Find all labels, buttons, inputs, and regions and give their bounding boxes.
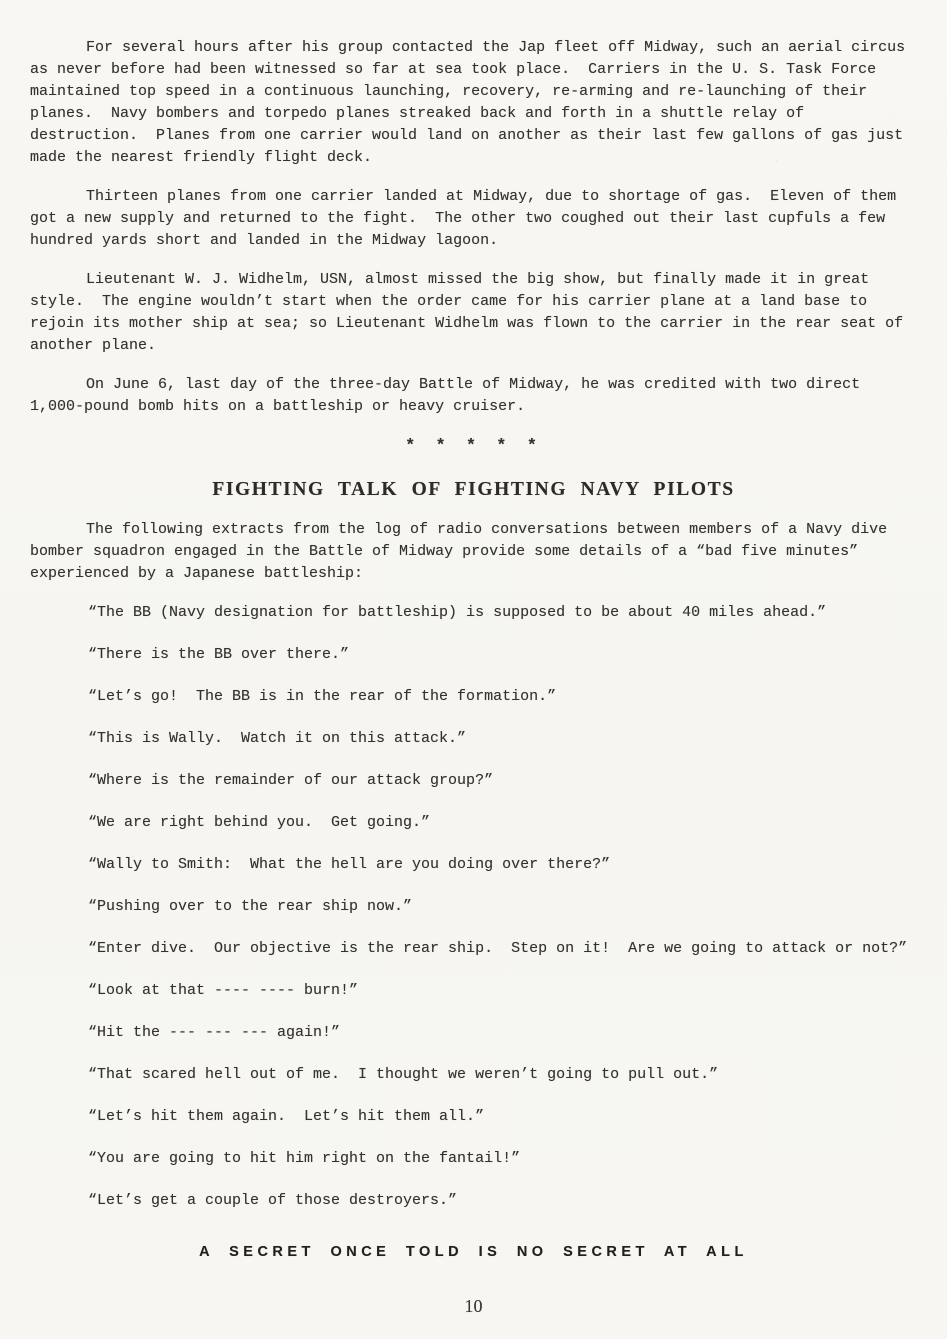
footer-motto: A SECRET ONCE TOLD IS NO SECRET AT ALL bbox=[199, 1244, 748, 1260]
radio-quote: “Look at that ---- ---- burn!” bbox=[88, 982, 359, 999]
paragraph-aerial-circus: For several hours after his group contacted the Jap fleet off Midway, such an aerial circus as never before had been witnessed so far at sea took place. Carriers in the U. S. Task Force maintained top speed in a continuous launching, recovery, re-arming and re-launching of their planes. Navy bombers and torpedo planes streaked back and forth in a shuttle relay of destruction. Planes from one carrier would land on another as their last few gallons of gas just made the nearest friendly flight deck. bbox=[30, 39, 915, 166]
asterisk-separator: * * * * * bbox=[405, 437, 542, 456]
paragraph-widhelm: Lieutenant W. J. Widhelm, USN, almost missed the big show, but finally made it in great style. The engine wouldn’t start when the order came for his carrier plane at a land base to rejoin its mother ship at sea; so Lieutenant Widhelm was flown to the carrier in the rear seat of another plane. bbox=[30, 271, 913, 354]
paragraph-june-6: On June 6, last day of the three-day Battle of Midway, he was credited with two direct 1,000-pound bomb hits on a battleship or heavy cruiser. bbox=[30, 376, 870, 415]
radio-quote: “Let’s go! The BB is in the rear of the formation.” bbox=[88, 688, 557, 705]
radio-quote: “Hit the --- --- --- again!” bbox=[88, 1024, 341, 1041]
radio-quote: “Pushing over to the rear ship now.” bbox=[88, 898, 413, 915]
radio-quote: “Enter dive. Our objective is the rear ship. Step on it! Are we going to attack or not?” bbox=[88, 940, 908, 957]
radio-quote: “The BB (Navy designation for battleship) is supposed to be about 40 miles ahead.” bbox=[88, 604, 827, 621]
radio-quote: “This is Wally. Watch it on this attack.” bbox=[88, 730, 467, 747]
radio-quote: “That scared hell out of me. I thought we weren’t going to pull out.” bbox=[88, 1066, 719, 1083]
intro-paragraph: The following extracts from the log of radio conversations between members of a Navy dive bomber squadron engaged in the Battle of Midway provide some details of a “bad five minutes” experienced by a Japanese battleship: bbox=[30, 521, 897, 582]
radio-quote: “We are right behind you. Get going.” bbox=[88, 814, 431, 831]
radio-quote: “Wally to Smith: What the hell are you doing over there?” bbox=[88, 856, 611, 873]
page-number: 10 bbox=[464, 1296, 483, 1316]
section-heading: FIGHTING TALK OF FIGHTING NAVY PILOTS bbox=[212, 479, 735, 500]
radio-quote: “There is the BB over there.” bbox=[88, 646, 350, 663]
radio-quote: “Let’s get a couple of those destroyers.” bbox=[88, 1192, 458, 1209]
radio-quote: “Let’s hit them again. Let’s hit them all.” bbox=[88, 1108, 485, 1125]
paragraph-thirteen-planes: Thirteen planes from one carrier landed at Midway, due to shortage of gas. Eleven of them got a new supply and returned to the fight. The other two coughed out their last cupfuls a few hundred yards short and landed in the Midway lagoon. bbox=[30, 188, 906, 249]
radio-quote: “You are going to hit him right on the fantail!” bbox=[88, 1150, 521, 1167]
radio-quote: “Where is the remainder of our attack group?” bbox=[88, 772, 494, 789]
